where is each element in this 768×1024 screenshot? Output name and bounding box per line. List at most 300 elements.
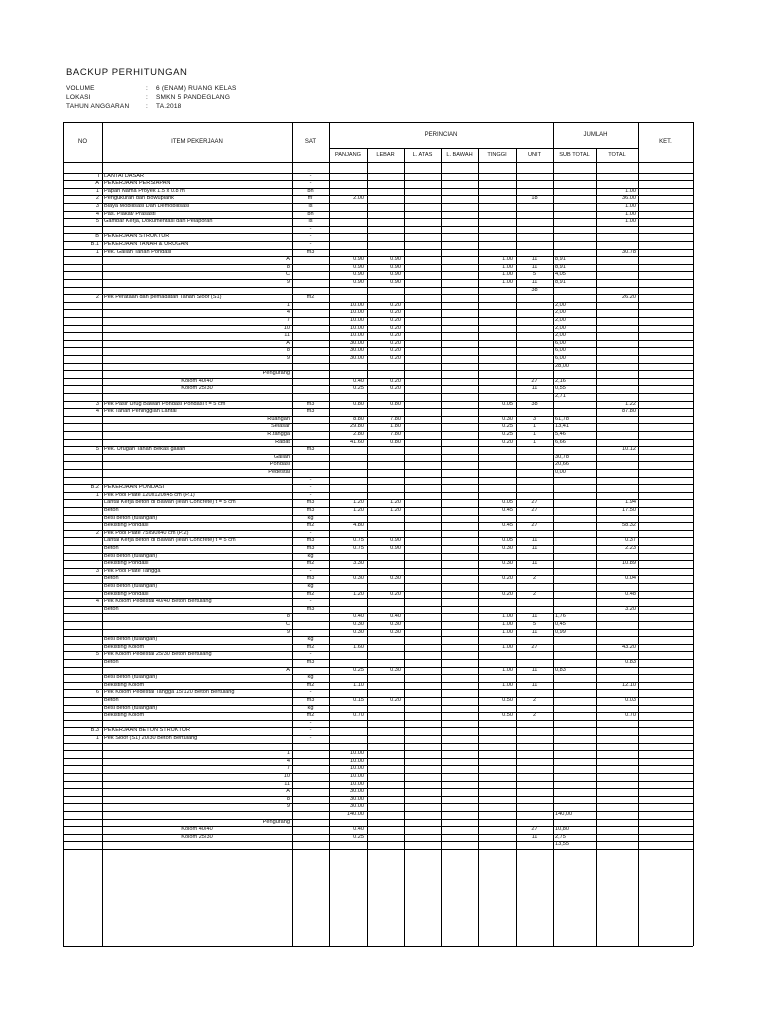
cell-t: 0.20 — [502, 575, 513, 582]
cell-st: 2,16 — [555, 377, 566, 384]
cell-t: 0.30 — [502, 415, 513, 422]
table-row — [63, 621, 693, 629]
cell-item: 8 — [286, 263, 290, 270]
cell-u: 5 — [532, 271, 537, 278]
cell-l: 0.20 — [390, 377, 401, 384]
table-row — [63, 560, 693, 568]
cell-st: 0,00 — [555, 469, 566, 475]
cell-item: Beton — [104, 575, 119, 582]
cell-p: 30.00 — [350, 803, 364, 810]
cell-u: 11 — [531, 628, 538, 635]
cell-sat: m3 — [306, 659, 315, 665]
grid-hline — [329, 148, 638, 149]
cell-sat: - — [309, 689, 312, 696]
table-row — [63, 811, 693, 819]
cell-no: B.2 — [90, 484, 99, 491]
table-row — [63, 613, 693, 621]
table-row — [63, 233, 693, 241]
table-row — [63, 758, 693, 766]
cell-sat: - — [309, 241, 312, 247]
cell-sat: kg — [307, 583, 314, 589]
cell-p: 4.80 — [353, 522, 364, 529]
cell-l: 0.20 — [390, 347, 401, 354]
cell-sat: m3 — [306, 537, 315, 544]
cell-sat: - — [309, 567, 312, 574]
cell-st: 2,00 — [555, 309, 566, 316]
cell-item: Bekisting Pondasi — [104, 590, 149, 597]
cell-l: 0.90 — [390, 537, 401, 544]
table-row — [63, 750, 693, 758]
meta-value: SMKN 5 PANDEGLANG — [156, 94, 231, 101]
cell-st: 6,00 — [555, 347, 566, 354]
table-row — [63, 347, 693, 355]
table-row — [63, 271, 693, 279]
cell-u: 1 — [532, 431, 537, 437]
table-row — [63, 195, 693, 203]
cell-l: 0.20 — [390, 309, 401, 316]
cell-p: 30.00 — [350, 339, 364, 346]
table-row — [63, 461, 693, 469]
cell-p: 0.30 — [353, 575, 364, 582]
cell-item: Besi beton (tulangan) — [104, 704, 158, 711]
cell-u: 38 — [531, 286, 538, 293]
table-row — [63, 317, 693, 325]
table-row — [63, 636, 693, 644]
grid-hline — [63, 122, 693, 123]
cell-sat: - — [309, 484, 312, 491]
cell-item: Bekisting Kolom — [104, 712, 145, 719]
cell-st: 5,46 — [555, 431, 566, 437]
cell-sat: m3 — [306, 499, 315, 506]
cell-p: 0.75 — [353, 537, 364, 544]
cell-sat: m3 — [306, 605, 315, 612]
table-row — [63, 507, 693, 515]
cell-sat: - — [309, 735, 312, 741]
cell-sat: - — [309, 598, 312, 605]
table-row — [63, 378, 693, 386]
cell-item: 7 — [286, 765, 290, 772]
table-row — [63, 781, 693, 789]
cell-item: R.tangga — [267, 431, 290, 437]
cell-item: 1 — [286, 301, 290, 308]
cell-p: 0.25 — [353, 385, 364, 392]
cell-item: Besi beton (tulangan) — [104, 514, 158, 521]
table-row — [63, 522, 693, 530]
cell-t: 0.20 — [502, 438, 513, 445]
cell-t: 0.45 — [502, 522, 513, 529]
cell-u: 1 — [532, 423, 537, 430]
cell-item: Pek Pool Plate Tangga — [104, 567, 161, 574]
cell-sat: - — [309, 476, 312, 483]
cell-item: Pengurang — [262, 818, 290, 825]
table-row — [63, 651, 693, 659]
cell-item: C — [285, 271, 290, 278]
cell-sat: - — [309, 172, 312, 179]
cell-u: 11 — [531, 833, 538, 840]
header-l-bawah: L. BAWAH — [446, 152, 473, 158]
cell-p: 30.00 — [350, 347, 364, 354]
cell-p: 10.00 — [350, 332, 364, 339]
cell-p: 3.30 — [353, 560, 364, 567]
cell-tot: 26.20 — [622, 294, 636, 301]
cell-u: 27 — [531, 507, 538, 513]
cell-l: 0.20 — [390, 324, 401, 331]
cell-sat: ls — [308, 203, 313, 209]
table-row — [63, 583, 693, 591]
cell-t: 0.50 — [502, 697, 513, 703]
cell-l: 7.80 — [390, 431, 401, 437]
cell-no: 1 — [95, 248, 99, 255]
cell-tot: 10.12 — [622, 446, 636, 453]
cell-tot: 1.94 — [625, 499, 636, 506]
meta-label: TAHUN ANGGARAN — [66, 103, 130, 110]
cell-tot: 0.83 — [625, 659, 636, 665]
table-row — [63, 644, 693, 652]
cell-u: 27 — [531, 522, 538, 529]
cell-item: Beton — [104, 605, 119, 612]
header-total: TOTAL — [608, 152, 626, 158]
cell-p: 30.00 — [350, 788, 364, 795]
table-row — [63, 697, 693, 705]
cell-u: 2 — [532, 575, 537, 582]
cell-u: 27 — [531, 643, 538, 650]
cell-u: 27 — [531, 826, 538, 833]
cell-item: 8 — [286, 613, 290, 620]
cell-p: 10.00 — [350, 317, 364, 323]
cell-st: 13,55 — [555, 841, 569, 848]
table-row — [63, 575, 693, 583]
cell-st: 2,00 — [555, 301, 566, 308]
cell-item: PEKERJAAN BETON STRUKTUR — [104, 727, 190, 734]
cell-u: 11 — [531, 560, 538, 567]
cell-item: Besi beton (tulangan) — [104, 583, 158, 589]
table-row — [63, 826, 693, 834]
cell-no: 5 — [95, 651, 99, 658]
table-row — [63, 477, 693, 485]
cell-p: 10.00 — [350, 773, 364, 779]
cell-no: 1 — [95, 491, 99, 498]
cell-st: 30,78 — [555, 453, 569, 460]
cell-item: Ruangan — [267, 415, 290, 422]
cell-p: 1.20 — [353, 507, 364, 513]
cell-item: Pek Pool Plate 75x90x40 cm (P.2) — [104, 529, 189, 536]
table-row — [63, 287, 693, 295]
cell-item: A — [286, 666, 290, 673]
cell-st: 20,66 — [555, 461, 569, 468]
table-row — [63, 340, 693, 348]
table-row — [63, 720, 693, 728]
cell-p: 0.80 — [353, 400, 364, 407]
cell-st: 6,00 — [555, 355, 566, 361]
cell-item: A — [286, 339, 290, 346]
cell-item: 10 — [283, 324, 290, 331]
table-row — [63, 446, 693, 454]
cell-p: 0.75 — [353, 545, 364, 551]
cell-l: 1.20 — [390, 507, 401, 513]
table-row — [63, 180, 693, 188]
cell-sat: ls — [308, 218, 313, 225]
cell-sat: bh — [307, 210, 314, 217]
table-row — [63, 385, 693, 393]
cell-item: 8 — [286, 795, 290, 802]
cell-l: 0.90 — [390, 263, 401, 270]
table-row — [63, 332, 693, 340]
cell-item: Pek Tanah Peninggian Lantai — [104, 408, 177, 415]
cell-item: 9 — [286, 628, 290, 635]
cell-item: PEKERJAAN STRUKTUR — [104, 233, 170, 240]
cell-t: 0.05 — [502, 537, 513, 544]
header-jumlah: JUMLAH — [583, 132, 608, 138]
cell-t: 1.00 — [502, 613, 513, 620]
table-row — [63, 743, 693, 751]
cell-l: 1.20 — [390, 499, 401, 506]
cell-u: 27 — [531, 499, 538, 506]
table-row — [63, 606, 693, 614]
cell-no: B — [95, 233, 99, 240]
cell-u: 11 — [531, 613, 538, 620]
cell-no: 5 — [95, 218, 99, 225]
header-sat: SAT — [304, 139, 317, 145]
table-row — [63, 241, 693, 249]
header-tinggi: TINGGI — [487, 152, 507, 158]
cell-st: 8,91 — [555, 256, 566, 263]
table-row — [63, 355, 693, 363]
cell-p: 0.25 — [353, 833, 364, 840]
cell-item: 4 — [286, 309, 290, 316]
cell-t: 0.05 — [502, 499, 513, 506]
cell-tot: 12.10 — [622, 681, 636, 688]
cell-st: 0,45 — [555, 621, 566, 627]
table-row — [63, 727, 693, 735]
cell-l: 0.30 — [390, 575, 401, 582]
table-row — [63, 188, 693, 196]
cell-u: 38 — [531, 400, 538, 407]
cell-item: Biaya Mobilisasi Dan Demobilisasi — [104, 203, 190, 209]
cell-l: 0.40 — [390, 613, 401, 620]
cell-no: 3 — [95, 203, 99, 209]
cell-l: 0.90 — [390, 256, 401, 263]
cell-l: 0.80 — [390, 438, 401, 445]
cell-st: 6,66 — [555, 438, 566, 445]
cell-tot: 3.20 — [625, 605, 636, 612]
grid-hline — [63, 946, 693, 947]
cell-p: 30.00 — [350, 795, 364, 802]
cell-p: 0.25 — [353, 666, 364, 673]
cell-t: 0.05 — [502, 400, 513, 407]
cell-no: 3 — [95, 567, 99, 574]
table-row — [63, 226, 693, 234]
meta-value: TA.2018 — [156, 103, 182, 110]
cell-tot: 30.78 — [622, 248, 636, 255]
table-row — [63, 249, 693, 257]
grid-vline — [693, 122, 694, 946]
table-row — [63, 659, 693, 667]
cell-st: 1,76 — [555, 613, 566, 620]
cell-item: 4 — [286, 757, 290, 764]
cell-no: 4 — [95, 408, 99, 415]
cell-st: 0,99 — [555, 628, 566, 635]
cell-no: 6 — [95, 689, 99, 696]
cell-item: LANTAI DASAR — [104, 172, 144, 179]
cell-sat: - — [309, 651, 312, 658]
table-row — [63, 492, 693, 500]
cell-item: Pek Kolom Pedestal 25/30 Beton Bertulang — [104, 651, 212, 658]
cell-item: Besi beton (tulangan) — [104, 636, 158, 643]
cell-p: 0.15 — [353, 697, 364, 703]
cell-t: 1.00 — [502, 643, 513, 650]
cell-st: 8,91 — [555, 263, 566, 270]
cell-sat: kg — [307, 552, 314, 559]
table-row — [63, 841, 693, 849]
cell-tot: 1.22 — [625, 400, 636, 407]
meta-label: VOLUME — [66, 85, 95, 92]
cell-sat: - — [309, 719, 312, 726]
cell-tot: 0.70 — [625, 712, 636, 719]
page-title: BACKUP PERHITUNGAN — [66, 67, 188, 78]
cell-u: 18 — [531, 195, 538, 202]
cell-t: 0.20 — [502, 590, 513, 597]
table-row — [63, 439, 693, 447]
cell-item: 7 — [286, 317, 290, 323]
header-unit: UNIT — [527, 152, 542, 158]
cell-sat: kg — [307, 674, 314, 681]
cell-st: 140,00 — [555, 811, 573, 817]
cell-t: 1.00 — [502, 271, 513, 278]
cell-item: Beton — [104, 545, 119, 551]
table-row — [63, 568, 693, 576]
cell-tot: 0.37 — [625, 537, 636, 544]
cell-no: 2 — [95, 529, 99, 536]
cell-no: 5 — [95, 446, 99, 453]
table-row — [63, 309, 693, 317]
table-row — [63, 408, 693, 416]
table-row — [63, 674, 693, 682]
table-row — [63, 423, 693, 431]
cell-item: Pek Perataan dan pemadatan Tanah Sloof (S1) — [104, 294, 222, 301]
cell-p: 10.00 — [350, 750, 364, 757]
cell-u: 11 — [531, 279, 538, 285]
cell-p: 10.00 — [350, 324, 364, 331]
cell-p: 10.00 — [350, 780, 364, 787]
meta-sep: : — [146, 103, 149, 110]
grid-hline — [63, 162, 693, 163]
table-row — [63, 454, 693, 462]
cell-l: 0.20 — [390, 339, 401, 346]
cell-item: Bekisting Pondasi — [104, 522, 149, 529]
cell-p: 1.20 — [353, 499, 364, 506]
cell-tot: 1.00 — [625, 203, 636, 209]
cell-no: 3 — [95, 400, 99, 407]
table-row — [63, 302, 693, 310]
cell-sat: m2 — [306, 643, 315, 650]
cell-st: 0,55 — [555, 385, 566, 392]
cell-p: 0.40 — [353, 826, 364, 833]
cell-sat: kg — [307, 636, 314, 643]
cell-item: Selasar — [271, 423, 290, 430]
table-row — [63, 629, 693, 637]
table-row — [63, 530, 693, 538]
cell-item: Bekisting Pondasi — [104, 560, 149, 567]
meta-value: 6 (ENAM) RUANG KELAS — [156, 85, 237, 92]
cell-st: 8,91 — [555, 279, 566, 285]
cell-tot: 36.00 — [622, 195, 636, 202]
cell-t: 1.00 — [502, 628, 513, 635]
cell-item: 10 — [283, 773, 290, 779]
cell-u: 11 — [531, 385, 538, 392]
cell-st: 0,83 — [555, 666, 566, 673]
cell-item: Pas. Plakat/ Prasasti — [104, 210, 156, 217]
cell-tot: 1.00 — [625, 218, 636, 225]
cell-item: Beton — [104, 659, 119, 665]
cell-p: 10.00 — [350, 301, 364, 308]
cell-l: 0.20 — [390, 590, 401, 597]
cell-no: A — [95, 180, 99, 187]
cell-item: Lantai Kerja beton di Bawah (lean Concrete) t = 5 cm — [104, 499, 236, 506]
cell-t: 0.30 — [502, 560, 513, 567]
cell-p: 0.90 — [353, 263, 364, 270]
cell-p: 140.00 — [346, 811, 364, 817]
cell-tot: 2.23 — [625, 545, 636, 551]
cell-p: 0.90 — [353, 279, 364, 285]
cell-item: Kolom 25/30 — [181, 385, 213, 392]
cell-p: 30.00 — [350, 355, 364, 361]
cell-item: Gambar Kerja, Dokumentasi dan Pelaporan — [104, 218, 213, 225]
cell-item: 1 — [286, 750, 290, 757]
cell-tot: 10.89 — [622, 560, 636, 567]
cell-p: 2.00 — [353, 195, 364, 202]
cell-p: 1.10 — [353, 681, 364, 688]
table-row — [63, 416, 693, 424]
table-row — [63, 499, 693, 507]
cell-t: 0.50 — [502, 712, 513, 719]
cell-sat: m2 — [306, 294, 315, 301]
cell-l: 0.20 — [390, 301, 401, 308]
table-row — [63, 393, 693, 401]
cell-st: 2,00 — [555, 317, 566, 323]
table-row — [63, 294, 693, 302]
cell-p: 0.40 — [353, 613, 364, 620]
table-row — [63, 803, 693, 811]
cell-p: 8.80 — [353, 415, 364, 422]
cell-sat: m3 — [306, 545, 315, 551]
cell-st: 4,05 — [555, 271, 566, 278]
cell-item: Pengukuran dan Bowuplank — [104, 195, 174, 202]
cell-t: 0.25 — [502, 423, 513, 430]
cell-item: Pek Pasir Urug Bawah Pondasi Pondasi t = 5 cm — [104, 400, 226, 407]
cell-item: Pedestal — [268, 469, 290, 475]
cell-item: Beton — [104, 507, 119, 513]
cell-t: 1.00 — [502, 263, 513, 270]
cell-item: Lantai Kerja beton di Bawah (lean Concrete) t = 5 cm — [104, 537, 236, 544]
cell-sat: m' — [307, 195, 314, 202]
table-row — [63, 537, 693, 545]
cell-item: C — [285, 621, 290, 627]
cell-item: 9 — [286, 355, 290, 361]
cell-sat: - — [309, 225, 312, 232]
cell-no: 4 — [95, 598, 99, 605]
cell-p: 29.80 — [350, 423, 364, 430]
cell-p: 1.20 — [353, 590, 364, 597]
cell-sat: kg — [307, 514, 314, 521]
table-row — [63, 211, 693, 219]
cell-item: Bekisting Kolom — [104, 681, 145, 688]
cell-item: Pek Kolom Pedestal Tangga 15/120 Beton Bertulang — [104, 689, 235, 696]
cell-item: Papan Nama Proyek 1.5 x 0.8 m — [104, 187, 185, 194]
table-row — [63, 469, 693, 477]
cell-l: 0.20 — [390, 355, 401, 361]
header-l-atas: L. ATAS — [412, 152, 433, 158]
cell-item: 11 — [284, 332, 290, 339]
